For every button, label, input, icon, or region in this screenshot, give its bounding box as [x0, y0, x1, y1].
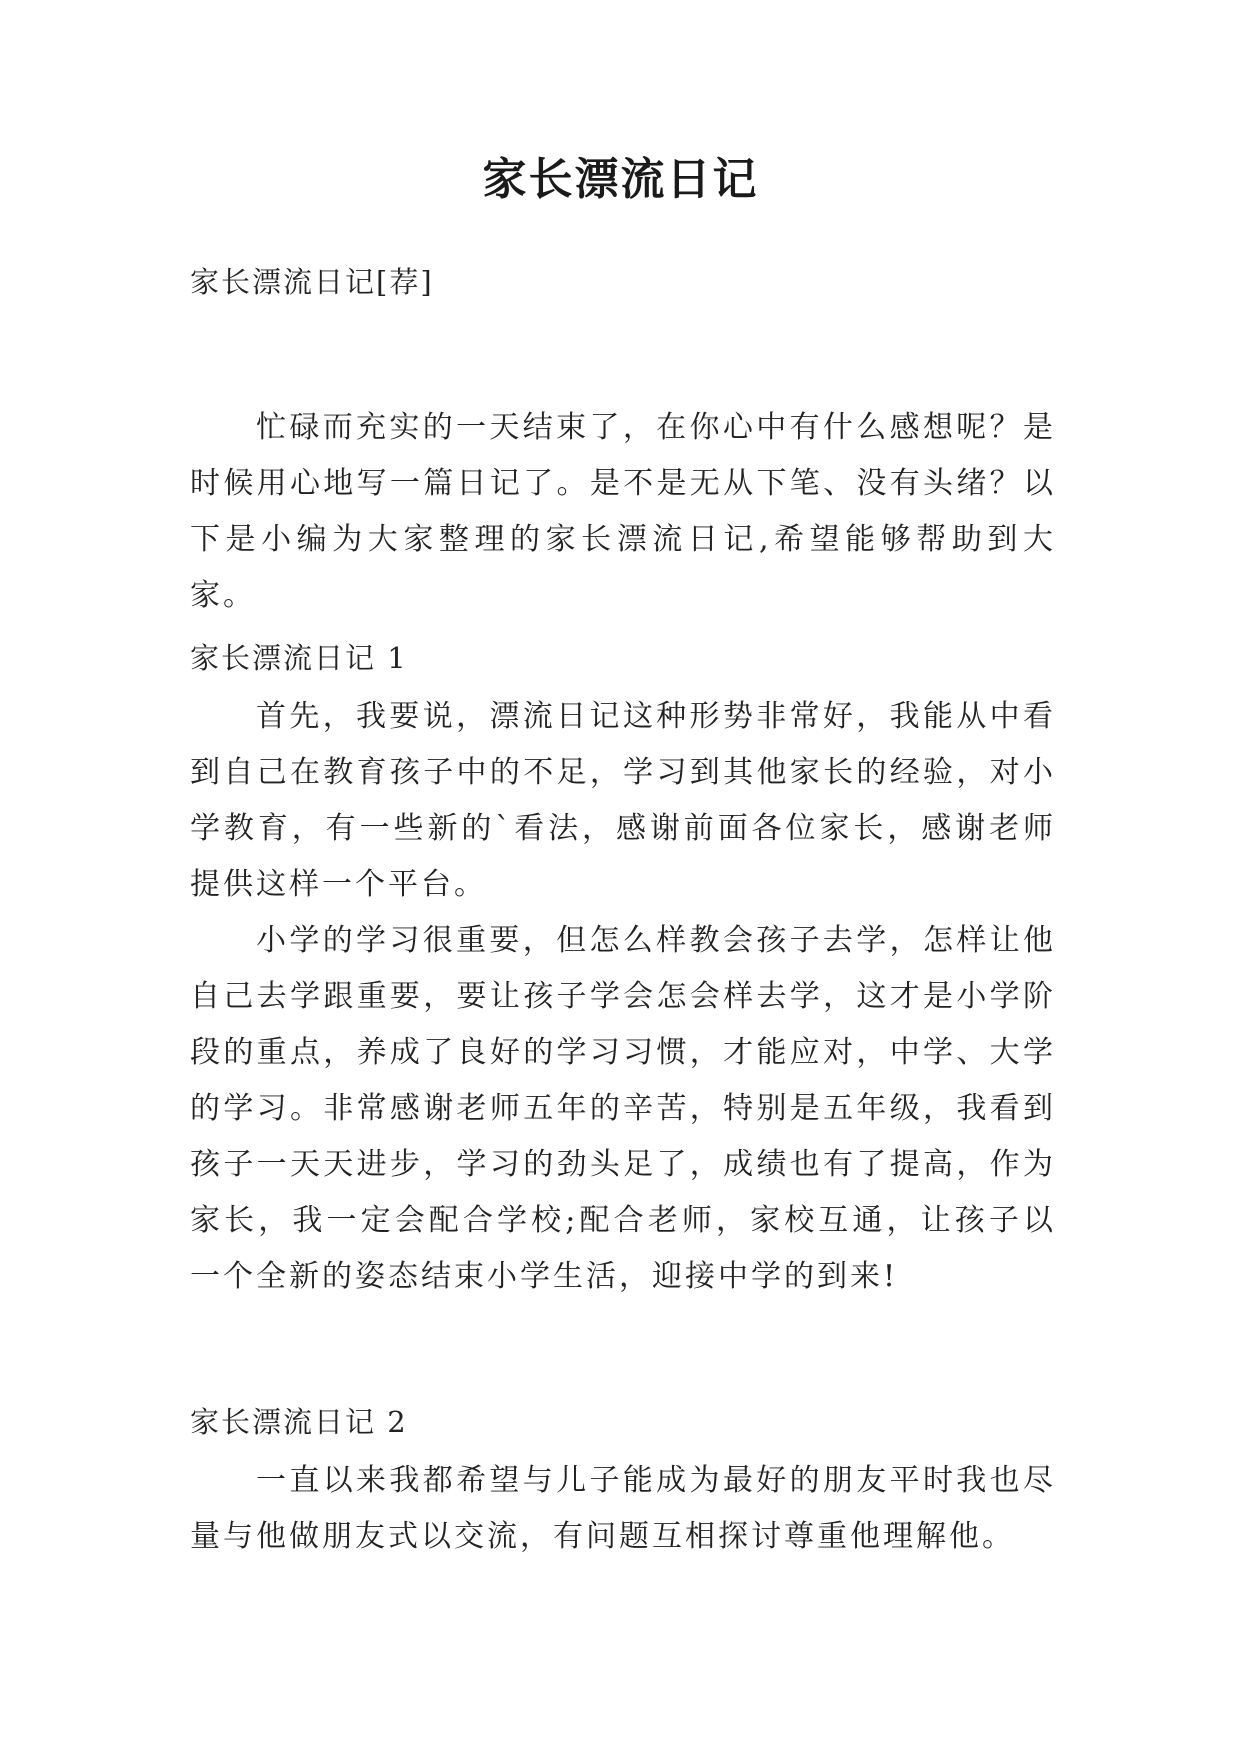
- document-title: 家长漂流日记: [482, 154, 759, 205]
- intro-paragraph: 忙碌而充实的一天结束了，在你心中有什么感想呢？是时候用心地写一篇日记了。是不是无从下笔、没有头绪？以下是小编为大家整理的家长漂流日记,希望能够帮助到大家。: [190, 410, 1056, 613]
- section-1-paragraph-1: 首先，我要说，漂流日记这种形势非常好，我能从中看到自己在教育孩子中的不足，学习到其他家长的经验，对小学教育，有一些新的`看法，感谢前面各位家长，感谢老师提供这样一个平台。: [190, 699, 1056, 902]
- section-heading-2: 家长漂流日记 2: [190, 1405, 408, 1439]
- section-2-paragraph-1: 一直以来我都希望与儿子能成为最好的朋友平时我也尽量与他做朋友式以交流，有问题互相探讨尊重他理解他。: [190, 1463, 1056, 1554]
- section-1-paragraph-2: 小学的学习很重要，但怎么样教会孩子去学，怎样让他自己去学跟重要，要让孩子学会怎会样去学，这才是小学阶段的重点，养成了良好的学习习惯，才能应对，中学、大学的学习。非常感谢老师五年的辛苦，特别是五年级，我看到孩子一天天进步，学习的劲头足了，成绩也有了提高，作为家长，我一定会配合学校;配合老师，家校互通，让孩子以一个全新的姿态结束小学生活，迎接中学的到来!: [190, 923, 1056, 1294]
- section-heading-1: 家长漂流日记 1: [190, 641, 408, 675]
- document-subtitle: 家长漂流日记[荐]: [190, 265, 434, 299]
